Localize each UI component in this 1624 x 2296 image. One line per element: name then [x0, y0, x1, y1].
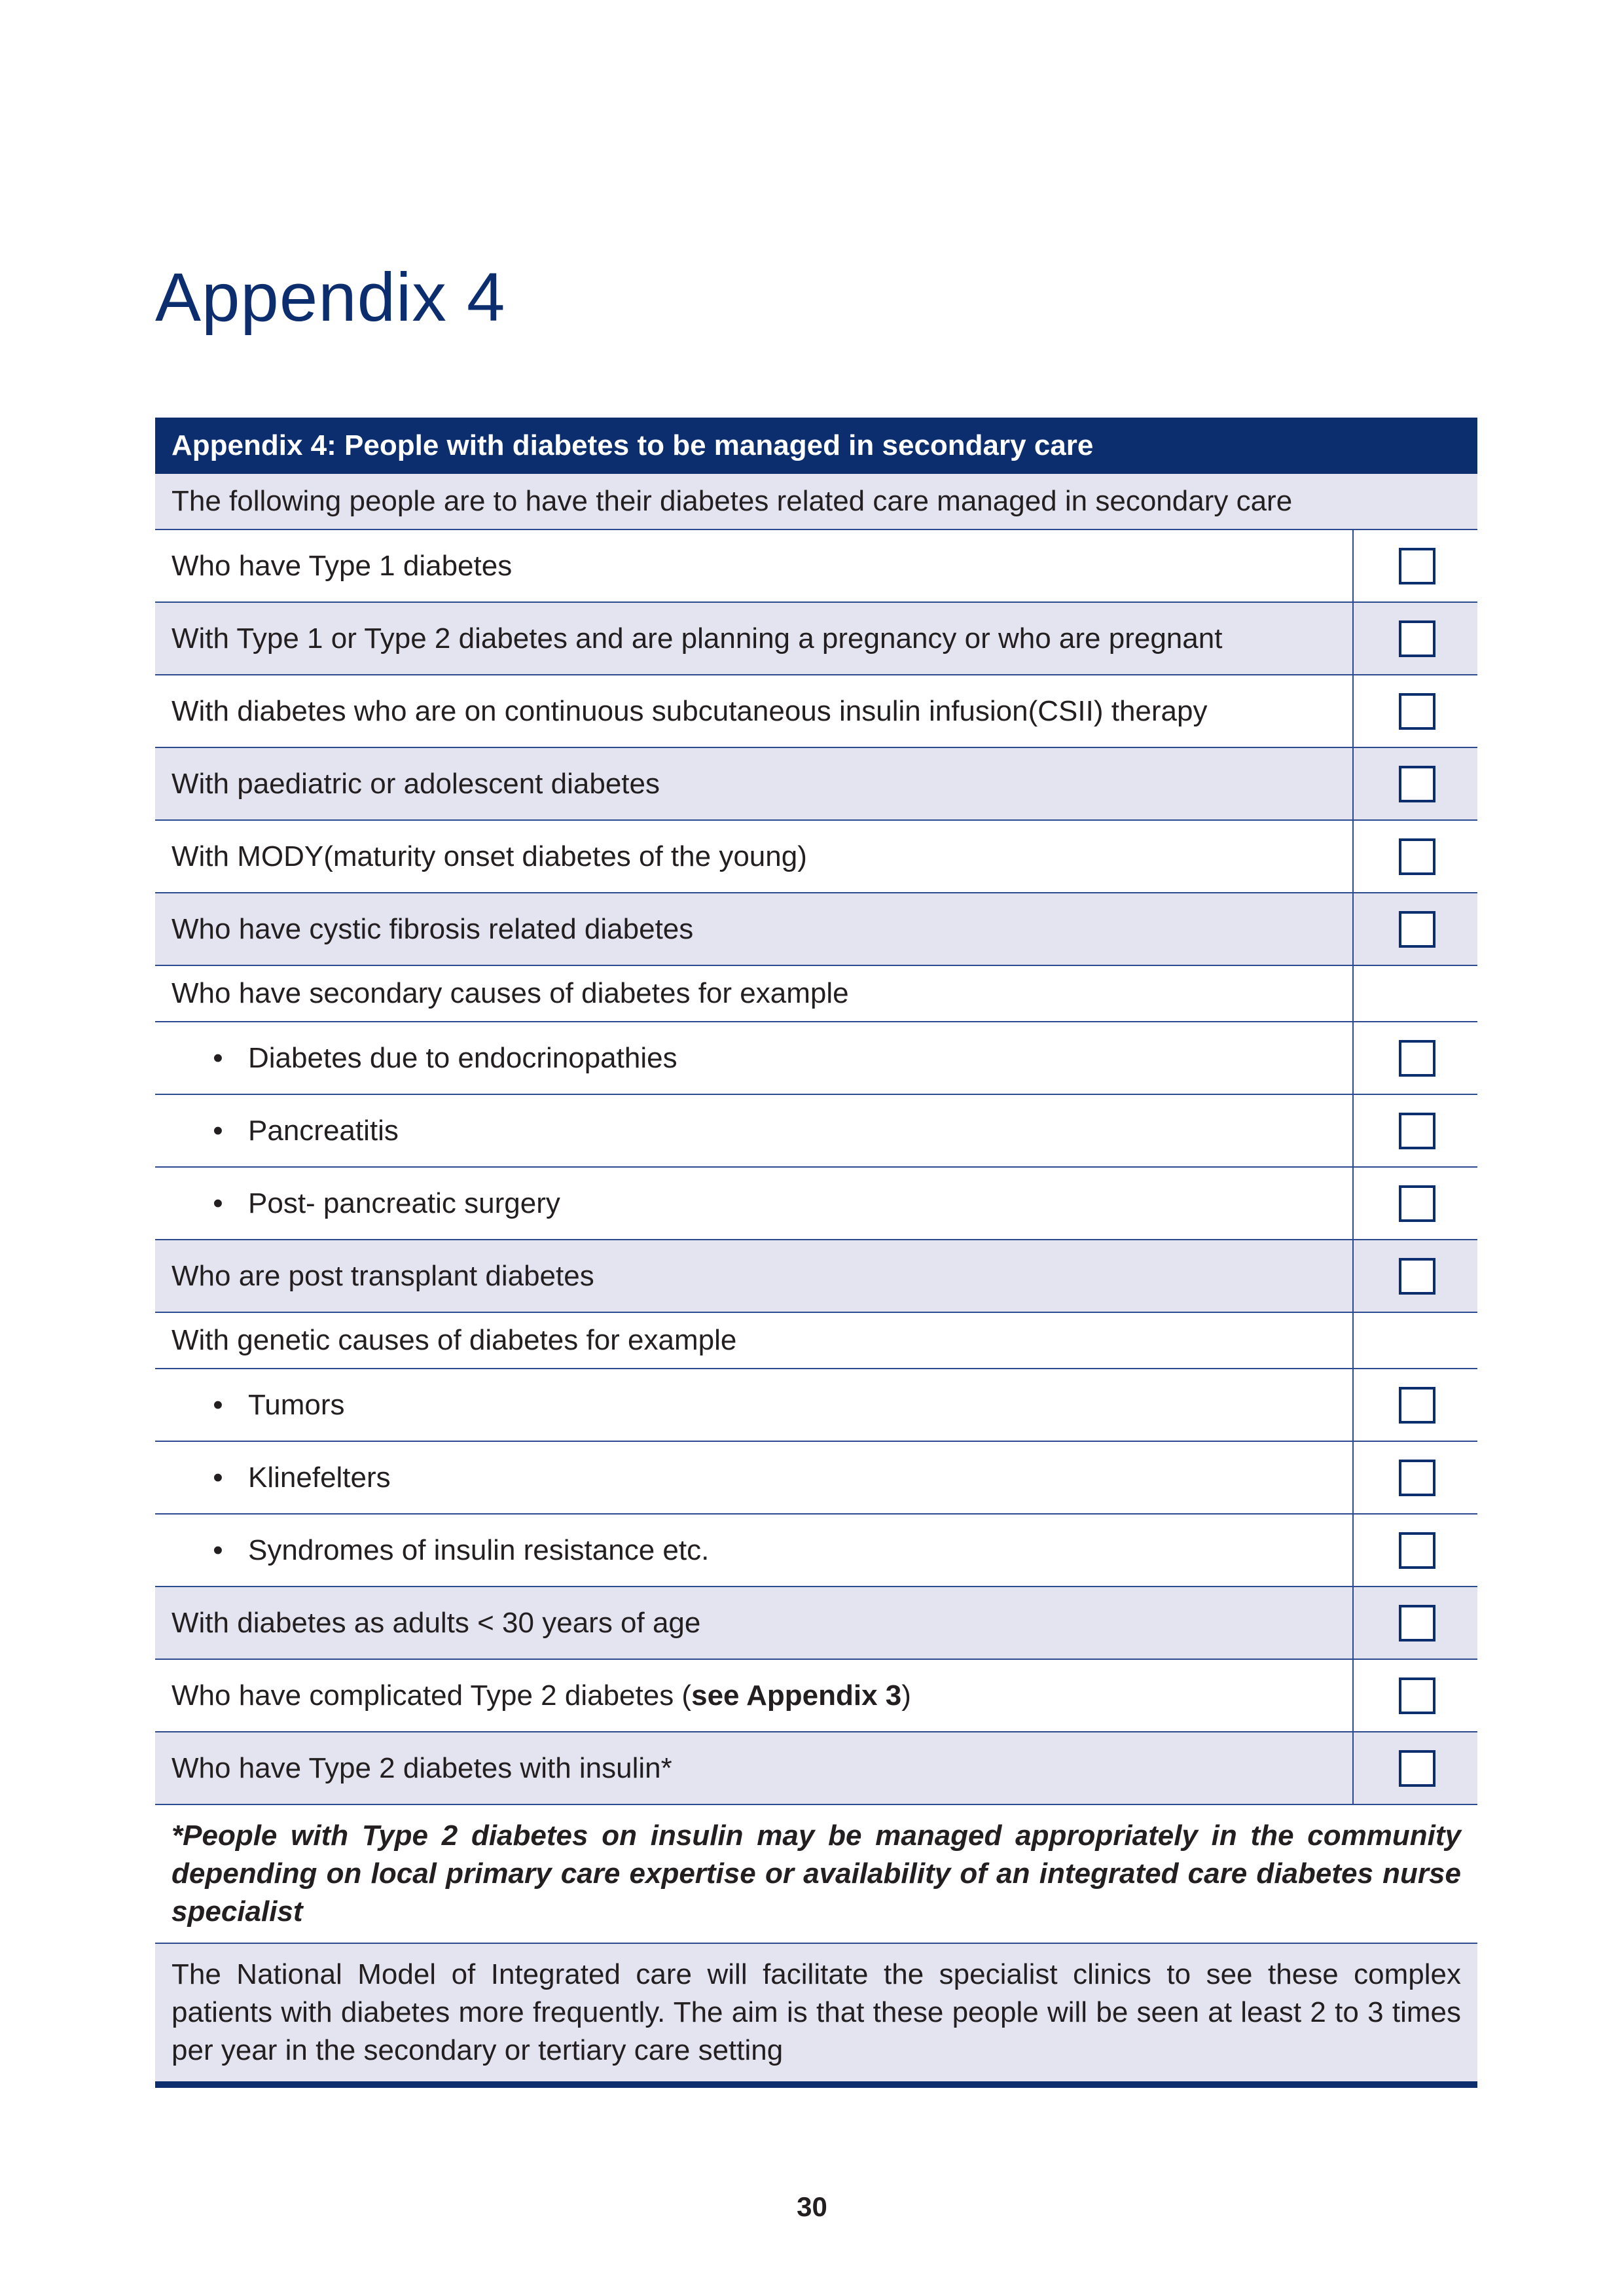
table-row — [155, 1095, 1477, 1168]
bullet: • — [213, 1187, 223, 1219]
checkbox[interactable] — [1399, 620, 1435, 657]
checkbox[interactable] — [1399, 1185, 1435, 1222]
closing-paragraph: The National Model of Integrated care will facilitate the specialist clinics to see these complex patients with diabetes more frequently. The aim is that these people will be seen at least 2 to 3 times per year in the secondary or tertiary care setting — [155, 1944, 1477, 2088]
row-label — [155, 1442, 1352, 1513]
row-label — [155, 1022, 1352, 1094]
table-row — [155, 966, 1477, 1022]
row-label: With diabetes who are on continuous subcutaneous insulin infusion(CSII) therapy — [171, 694, 1208, 727]
bullet: • — [213, 1534, 223, 1566]
row-label: Who have Type 2 diabetes with insulin* — [171, 1751, 672, 1784]
empty-cell — [1352, 1313, 1477, 1368]
secondary-care-table — [155, 418, 1477, 2088]
table-row — [155, 1369, 1477, 1442]
page-number: 30 — [797, 2191, 827, 2222]
bullet-text: Pancreatitis — [248, 1114, 399, 1147]
checkbox-cell — [1352, 675, 1477, 747]
table-row — [155, 675, 1477, 748]
table-intro-text: The following people are to have their diabetes related care managed in secondary care — [171, 485, 1293, 517]
checkbox[interactable] — [1399, 548, 1435, 584]
table-row — [155, 1587, 1477, 1660]
bullet-text: Klinefelters — [248, 1461, 391, 1494]
row-label: Who have secondary causes of diabetes for example — [171, 977, 849, 1009]
table-intro-row — [155, 474, 1477, 530]
checkbox[interactable] — [1399, 1258, 1435, 1295]
table-row — [155, 1022, 1477, 1095]
table-row — [155, 1442, 1477, 1515]
row-label: Who are post transplant diabetes — [171, 1259, 594, 1292]
row-label — [155, 1095, 1352, 1166]
checkbox-cell — [1352, 1168, 1477, 1239]
bullet-text: Tumors — [248, 1388, 345, 1421]
row-label — [155, 1515, 1352, 1586]
table-header: Appendix 4: People with diabetes to be managed in secondary care — [155, 418, 1477, 474]
empty-cell — [1352, 966, 1477, 1021]
row-label — [155, 1369, 1352, 1441]
checkbox[interactable] — [1399, 838, 1435, 875]
bullet: • — [213, 1461, 223, 1494]
row-label — [155, 1660, 1352, 1731]
checkbox[interactable] — [1399, 693, 1435, 730]
checkbox-cell — [1352, 1660, 1477, 1731]
row-label: Who have cystic fibrosis related diabetes — [171, 912, 694, 945]
checkbox[interactable] — [1399, 1040, 1435, 1077]
checkbox-cell — [1352, 1732, 1477, 1804]
checkbox-cell — [1352, 893, 1477, 965]
row-label-end: ) — [901, 1679, 911, 1712]
checkbox-cell — [1352, 1442, 1477, 1513]
table-row — [155, 748, 1477, 821]
checkbox[interactable] — [1399, 911, 1435, 948]
table-row — [155, 1732, 1477, 1805]
table-row — [155, 530, 1477, 603]
checkbox-cell — [1352, 821, 1477, 892]
table-row — [155, 1515, 1477, 1587]
checkbox[interactable] — [1399, 1605, 1435, 1641]
checkbox[interactable] — [1399, 1750, 1435, 1787]
checkbox[interactable] — [1399, 1460, 1435, 1496]
row-label — [155, 1168, 1352, 1239]
bullet: • — [213, 1041, 223, 1074]
table-row — [155, 1313, 1477, 1369]
bullet-text: Diabetes due to endocrinopathies — [248, 1041, 677, 1074]
bullet: • — [213, 1388, 223, 1421]
table-row — [155, 1240, 1477, 1313]
checkbox-cell — [1352, 1369, 1477, 1441]
row-label-start: Who have complicated Type 2 diabetes ( — [171, 1679, 692, 1712]
checkbox[interactable] — [1399, 1387, 1435, 1424]
checkbox-cell — [1352, 530, 1477, 601]
checkbox[interactable] — [1399, 1113, 1435, 1149]
row-label: With paediatric or adolescent diabetes — [171, 767, 660, 800]
checkbox-cell — [1352, 1515, 1477, 1586]
bullet-text: Syndromes of insulin resistance etc. — [248, 1534, 710, 1566]
row-label: With diabetes as adults < 30 years of age — [171, 1606, 701, 1639]
row-label: Who have Type 1 diabetes — [171, 549, 513, 582]
row-label: With Type 1 or Type 2 diabetes and are planning a pregnancy or who are pregnant — [171, 622, 1223, 655]
table-row — [155, 1168, 1477, 1240]
bullet-text: Post- pancreatic surgery — [248, 1187, 560, 1219]
row-label: With genetic causes of diabetes for example — [171, 1324, 737, 1356]
checkbox-cell — [1352, 1587, 1477, 1659]
checkbox-cell — [1352, 1095, 1477, 1166]
table-row — [155, 603, 1477, 675]
table-row — [155, 1660, 1477, 1732]
table-row — [155, 821, 1477, 893]
checkbox[interactable] — [1399, 1532, 1435, 1569]
table-row — [155, 893, 1477, 966]
appendix-3-reference: see Appendix 3 — [691, 1679, 902, 1712]
checkbox-cell — [1352, 1022, 1477, 1094]
checkbox-cell — [1352, 603, 1477, 674]
row-label: With MODY(maturity onset diabetes of the young) — [171, 840, 807, 872]
checkbox-cell — [1352, 748, 1477, 819]
bullet: • — [213, 1114, 223, 1147]
checkbox[interactable] — [1399, 766, 1435, 802]
checkbox-cell — [1352, 1240, 1477, 1312]
checkbox[interactable] — [1399, 1677, 1435, 1714]
footnote: *People with Type 2 diabetes on insulin may be managed appropriately in the community depending on local primary care expertise or availability of an integrated care diabetes nurse specialist — [155, 1805, 1477, 1944]
page-title: Appendix 4 — [155, 259, 506, 336]
